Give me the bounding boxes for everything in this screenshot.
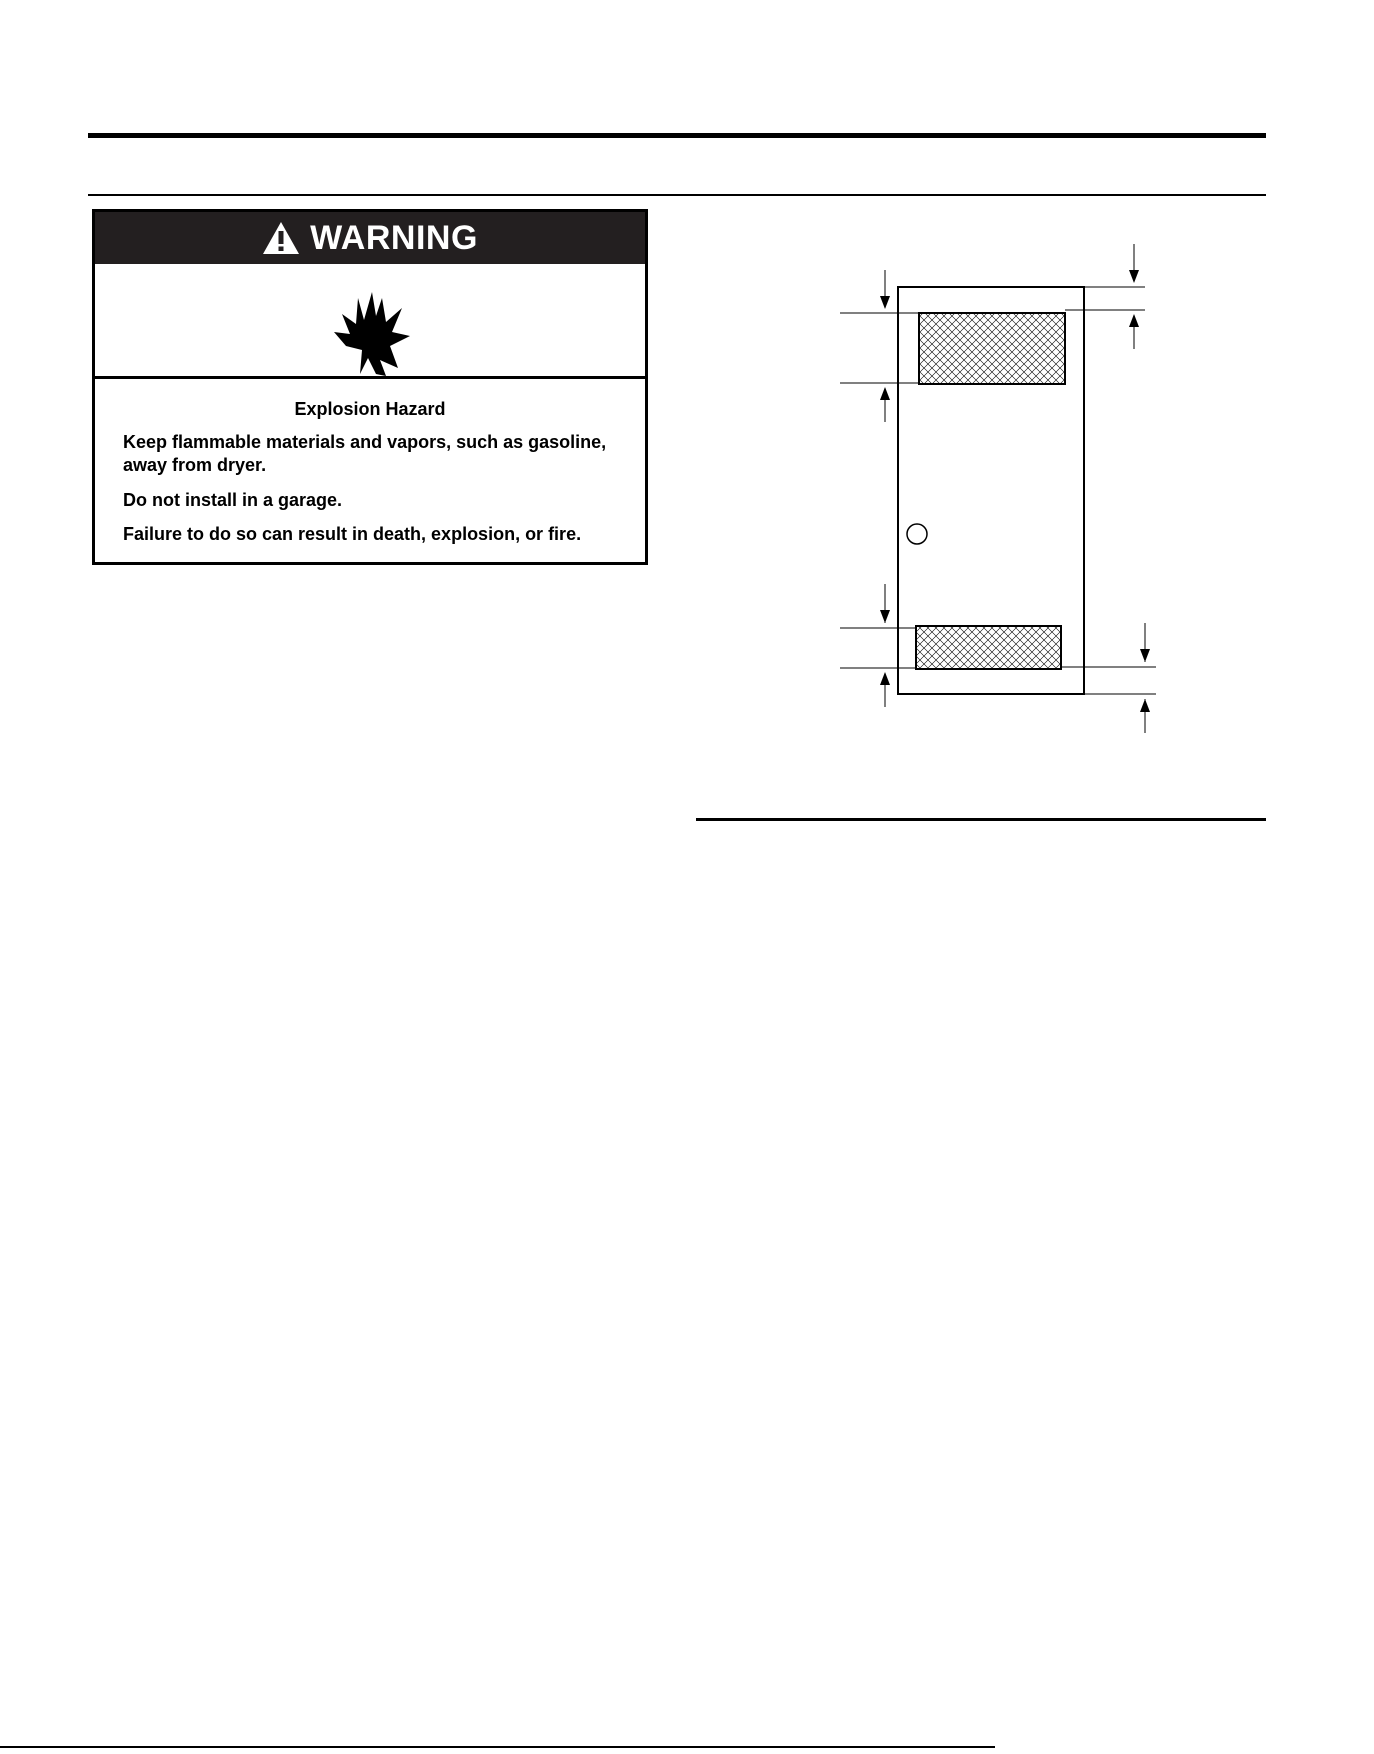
arrow-up-icon: [880, 672, 890, 685]
section-rule: [88, 194, 1266, 196]
warning-title: WARNING: [310, 219, 478, 257]
warning-triangle-icon: [262, 221, 300, 255]
arrow-down-icon: [880, 296, 890, 309]
hazard-title: Explosion Hazard: [294, 399, 446, 419]
explosion-icon: [328, 284, 420, 376]
warning-line-flammable: Keep flammable materials and vapors, such as gasoline, away from dryer.: [123, 432, 607, 475]
column-rule: [696, 818, 1266, 821]
arrow-up-icon: [1140, 699, 1150, 712]
arrow-down-icon: [1140, 649, 1150, 662]
footer-rule: [0, 1746, 995, 1748]
warning-header: [95, 212, 645, 264]
arrow-down-icon: [1129, 270, 1139, 283]
bottom-vent-opening: [916, 626, 1061, 669]
arrow-up-icon: [1129, 314, 1139, 327]
symbol-panel: [95, 264, 645, 379]
warning-text-panel: [95, 379, 645, 562]
arrow-up-icon: [880, 387, 890, 400]
top-rule: [88, 133, 1266, 138]
warning-box: [92, 209, 648, 565]
arrow-down-icon: [880, 610, 890, 623]
warning-line-garage: Do not install in a garage.: [123, 490, 343, 510]
top-vent-opening: [919, 313, 1065, 384]
door-knob: [907, 524, 927, 544]
warning-line-failure: Failure to do so can result in death, explosion, or fire.: [123, 524, 582, 544]
door-vent-diagram: [820, 240, 1160, 740]
